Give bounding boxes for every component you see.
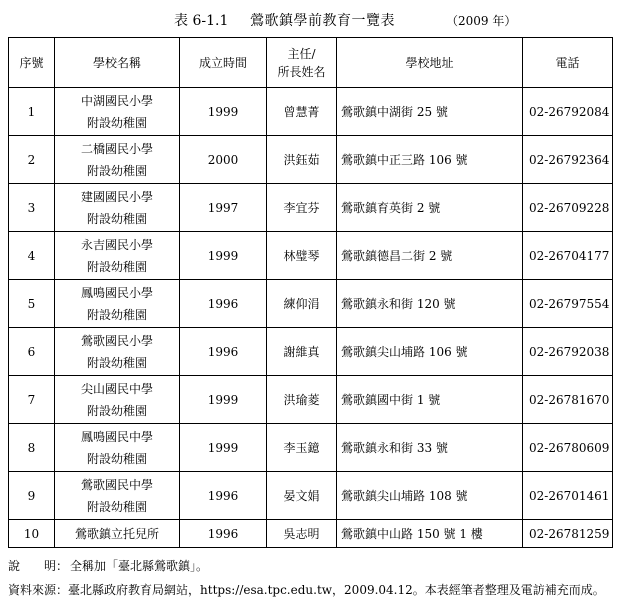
- cell-address: 鶯歌鎮德昌二街 2 號: [337, 232, 523, 280]
- caption-title: 鶯歌鎮學前教育一覽表: [250, 13, 395, 29]
- cell-address: 鶯歌鎮尖山埔路 108 號: [337, 472, 523, 520]
- cell-founded: 1999: [180, 232, 267, 280]
- cell-phone: 02-26792084: [523, 88, 613, 136]
- header-principal: [267, 38, 337, 88]
- table-header-row: [9, 38, 613, 88]
- header-address: 學校地址: [337, 38, 523, 88]
- cell-address: 鶯歌鎮中湖街 25 號: [337, 88, 523, 136]
- cell-principal: 晏文娟: [267, 472, 337, 520]
- caption-year: （2009 年）: [446, 14, 517, 28]
- cell-address: 鶯歌鎮中正三路 106 號: [337, 136, 523, 184]
- table-row: [9, 136, 613, 184]
- school-line2: 附設幼稚園: [86, 499, 147, 514]
- school-line1: 中湖國民小學: [80, 93, 153, 108]
- cell-seq: 6: [9, 328, 55, 376]
- school-line2: 附設幼稚園: [86, 163, 147, 178]
- cell-seq: 3: [9, 184, 55, 232]
- cell-school: [55, 184, 180, 232]
- cell-school: [55, 88, 180, 136]
- header-school: 學校名稱: [55, 38, 180, 88]
- cell-seq: 2: [9, 136, 55, 184]
- cell-address: 鶯歌鎮育英街 2 號: [337, 184, 523, 232]
- table-row: [9, 184, 613, 232]
- school-line2: 附設幼稚園: [86, 259, 147, 274]
- cell-school: [55, 328, 180, 376]
- table-row: [9, 472, 613, 520]
- table-row: [9, 328, 613, 376]
- cell-principal: 林璧琴: [267, 232, 337, 280]
- cell-founded: 1999: [180, 88, 267, 136]
- school-line1: 尖山國民中學: [80, 381, 153, 396]
- school-line2: 附設幼稚園: [86, 211, 147, 226]
- cell-address: 鶯歌鎮國中街 1 號: [337, 376, 523, 424]
- table-row: [9, 424, 613, 472]
- cell-principal: 洪瑜菱: [267, 376, 337, 424]
- cell-seq: 10: [9, 520, 55, 548]
- kindergarten-table: [8, 37, 613, 548]
- cell-phone: 02-26792364: [523, 136, 613, 184]
- header-founded: 成立時間: [180, 38, 267, 88]
- cell-founded: 1997: [180, 184, 267, 232]
- header-principal-line1: 主任/: [287, 46, 316, 61]
- cell-principal: 李宜芬: [267, 184, 337, 232]
- cell-school: [55, 472, 180, 520]
- cell-school: [55, 232, 180, 280]
- explanation-note: [8, 557, 208, 574]
- cell-phone: 02-26704177: [523, 232, 613, 280]
- cell-address: 鶯歌鎮中山路 150 號 1 樓: [337, 520, 523, 548]
- cell-phone: 02-26781259: [523, 520, 613, 548]
- cell-school: [55, 136, 180, 184]
- cell-founded: 1996: [180, 520, 267, 548]
- cell-founded: 1996: [180, 472, 267, 520]
- school-line2: 附設幼稚園: [86, 307, 147, 322]
- source-note: [8, 581, 605, 598]
- table-row: [9, 520, 613, 548]
- school-line1: 鳳鳴國民中學: [80, 429, 153, 444]
- header-principal-line2: 所長姓名: [277, 64, 326, 79]
- school-line2: 附設幼稚園: [86, 115, 147, 130]
- cell-seq: 8: [9, 424, 55, 472]
- table-row: [9, 232, 613, 280]
- cell-phone: 02-26797554: [523, 280, 613, 328]
- cell-school: [55, 376, 180, 424]
- school-line2: 附設幼稚園: [86, 355, 147, 370]
- school-line1: 二橋國民小學: [80, 141, 153, 156]
- cell-school: [55, 280, 180, 328]
- cell-seq: 7: [9, 376, 55, 424]
- cell-founded: 1999: [180, 376, 267, 424]
- cell-founded: 1996: [180, 280, 267, 328]
- cell-phone: 02-26780609: [523, 424, 613, 472]
- header-seq: 序號: [9, 38, 55, 88]
- cell-address: 鶯歌鎮永和街 120 號: [337, 280, 523, 328]
- cell-school: [55, 424, 180, 472]
- cell-principal: 洪鈺茹: [267, 136, 337, 184]
- cell-seq: 4: [9, 232, 55, 280]
- cell-seq: 5: [9, 280, 55, 328]
- cell-phone: 02-26709228: [523, 184, 613, 232]
- cell-phone: 02-26701461: [523, 472, 613, 520]
- caption-number: 表 6-1.1: [174, 13, 229, 29]
- school-line1: 永吉國民小學: [80, 237, 153, 252]
- school-line1: 建國國民小學: [80, 189, 153, 204]
- source-text: 臺北縣政府教育局網站，https://esa.tpc.edu.tw，2009.04.12。本表經筆者整理及電訪補充而成。: [68, 583, 605, 597]
- source-label: 資料來源：: [8, 583, 69, 597]
- cell-seq: 1: [9, 88, 55, 136]
- cell-seq: 9: [9, 472, 55, 520]
- cell-phone: 02-26792038: [523, 328, 613, 376]
- cell-principal: 吳志明: [267, 520, 337, 548]
- cell-principal: 練仰涓: [267, 280, 337, 328]
- table-row: [9, 376, 613, 424]
- school-line1: 鶯歌國民小學: [80, 333, 153, 348]
- cell-address: 鶯歌鎮尖山埔路 106 號: [337, 328, 523, 376]
- table-row: [9, 88, 613, 136]
- cell-address: 鶯歌鎮永和街 33 號: [337, 424, 523, 472]
- cell-founded: 1996: [180, 328, 267, 376]
- cell-principal: 李玉鐿: [267, 424, 337, 472]
- school-line1: 鳳鳴國民小學: [80, 285, 153, 300]
- table-row: [9, 280, 613, 328]
- cell-founded: 1999: [180, 424, 267, 472]
- explanation-text: 全稱加「臺北縣鶯歌鎮」。: [70, 559, 209, 573]
- header-phone: 電話: [523, 38, 613, 88]
- explanation-label: 說 明：: [8, 559, 69, 573]
- school-line2: 附設幼稚園: [86, 451, 147, 466]
- table-caption: [0, 8, 620, 30]
- cell-school: 鶯歌鎮立托兒所: [55, 520, 180, 548]
- school-line1: 鶯歌國民中學: [80, 477, 153, 492]
- cell-principal: 謝維真: [267, 328, 337, 376]
- cell-principal: 曾慧菁: [267, 88, 337, 136]
- school-line2: 附設幼稚園: [86, 403, 147, 418]
- cell-phone: 02-26781670: [523, 376, 613, 424]
- cell-founded: 2000: [180, 136, 267, 184]
